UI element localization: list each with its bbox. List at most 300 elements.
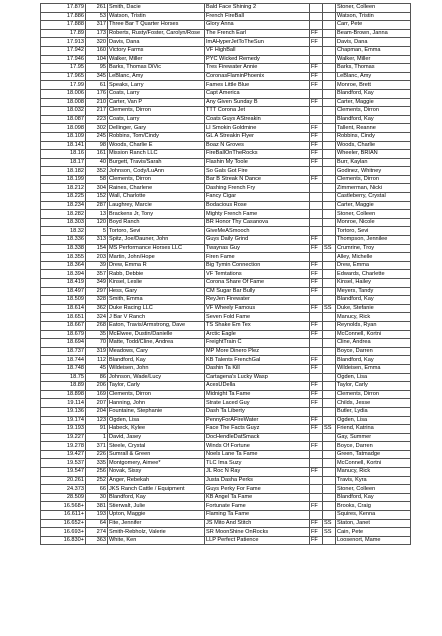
horse-cell: Fames Little Blue xyxy=(205,81,310,90)
horse-cell: Coats Guys AStreakin xyxy=(205,115,310,124)
owner-cell: Drew, Emma xyxy=(336,261,411,270)
time-cell: 18.614 xyxy=(41,304,86,313)
ff-flag-cell xyxy=(310,373,323,382)
entry-number-cell: 226 xyxy=(86,450,108,459)
time-cell: 19.427 xyxy=(41,450,86,459)
ss-flag-cell: SS xyxy=(323,304,336,313)
entry-number-cell: 335 xyxy=(86,459,108,468)
horse-cell: Guys Daily Grind xyxy=(205,236,310,245)
ss-flag-cell xyxy=(323,253,336,262)
ff-flag-cell: FF xyxy=(310,519,323,528)
rider-cell: Meadows, Cary xyxy=(108,347,205,356)
ss-flag-cell xyxy=(323,98,336,107)
ss-flag-cell xyxy=(323,175,336,184)
horse-cell: CM Sugar Bar Bully xyxy=(205,287,310,296)
rider-cell: Rabb, Debbie xyxy=(108,270,205,279)
ff-flag-cell: FF xyxy=(310,399,323,408)
rider-cell: MS Performance Horses LLC xyxy=(108,244,205,253)
ff-flag-cell: FF xyxy=(310,29,323,38)
ff-flag-cell xyxy=(310,433,323,442)
horse-cell: Guys Perky For Fame xyxy=(205,485,310,494)
table-row xyxy=(41,201,411,210)
time-cell: 17.99 xyxy=(41,81,86,90)
horse-cell: Twaynas Guy xyxy=(205,244,310,253)
table-row xyxy=(41,132,411,141)
table-row xyxy=(41,416,411,425)
owner-cell: Manucy, Rick xyxy=(336,468,411,477)
owner-cell: Watson, Tristin xyxy=(336,12,411,21)
table-row xyxy=(41,511,411,520)
entry-number-cell: 345 xyxy=(86,72,108,81)
ff-flag-cell xyxy=(310,253,323,262)
horse-cell: Bodacious Rose xyxy=(205,201,310,210)
ff-flag-cell xyxy=(310,459,323,468)
ss-flag-cell xyxy=(323,270,336,279)
ss-flag-cell xyxy=(323,468,336,477)
ss-flag-cell xyxy=(323,261,336,270)
ff-flag-cell xyxy=(310,450,323,459)
ff-flag-cell xyxy=(310,485,323,494)
table-row xyxy=(41,253,411,262)
time-cell: 18.336 xyxy=(41,236,86,245)
table-row xyxy=(41,476,411,485)
owner-cell: Robbins, Cindy xyxy=(336,132,411,141)
rider-cell: Wall, Charlotte xyxy=(108,193,205,202)
ss-flag-cell xyxy=(323,89,336,98)
horse-cell: Mighty French Fame xyxy=(205,210,310,219)
entry-number-cell: 35 xyxy=(86,330,108,339)
entry-number-cell: 206 xyxy=(86,382,108,391)
horse-cell: Bald Face Shining 2 xyxy=(205,4,310,13)
owner-cell: Blandford, Kay xyxy=(336,493,411,502)
ss-flag-cell: SS xyxy=(323,528,336,537)
ss-flag-cell xyxy=(323,330,336,339)
horse-cell: Arctic Eagle xyxy=(205,330,310,339)
ff-flag-cell: FF xyxy=(310,528,323,537)
table-row xyxy=(41,347,411,356)
time-cell: 19.193 xyxy=(41,425,86,434)
time-cell: 16.693+ xyxy=(41,528,86,537)
entry-number-cell: 203 xyxy=(86,253,108,262)
owner-cell: Wildeisen, Emma xyxy=(336,364,411,373)
rider-cell: Boyd Ranch xyxy=(108,218,205,227)
ff-flag-cell xyxy=(310,511,323,520)
table-row xyxy=(41,107,411,116)
table-row xyxy=(41,407,411,416)
table-row xyxy=(41,433,411,442)
ss-flag-cell xyxy=(323,390,336,399)
entry-number-cell: 297 xyxy=(86,287,108,296)
ss-flag-cell xyxy=(323,218,336,227)
ff-flag-cell xyxy=(310,201,323,210)
rider-cell: Dellinger, Gary xyxy=(108,124,205,133)
table-row xyxy=(41,502,411,511)
rider-cell: Tortoro, Sevi xyxy=(108,227,205,236)
time-cell: 18.282 xyxy=(41,210,86,219)
ff-flag-cell: FF xyxy=(310,304,323,313)
rider-cell: David, Jasey xyxy=(108,433,205,442)
time-cell: 18.694 xyxy=(41,339,86,348)
entry-number-cell: 371 xyxy=(86,442,108,451)
table-row xyxy=(41,193,411,202)
entry-number-cell: 268 xyxy=(86,321,108,330)
ss-flag-cell xyxy=(323,201,336,210)
table-row xyxy=(41,313,411,322)
time-cell: 18.098 xyxy=(41,124,86,133)
owner-cell: Beam-Brown, Janna xyxy=(336,29,411,38)
time-cell: 17.886 xyxy=(41,12,86,21)
entry-number-cell: 176 xyxy=(86,89,108,98)
time-cell: 18.737 xyxy=(41,347,86,356)
horse-cell: TS Shake Em Tex xyxy=(205,321,310,330)
ff-flag-cell: FF xyxy=(310,124,323,133)
ss-flag-cell xyxy=(323,115,336,124)
rider-cell: Eaton, Travis/Armstrong, Dave xyxy=(108,321,205,330)
table-row xyxy=(41,485,411,494)
entry-number-cell: 362 xyxy=(86,304,108,313)
rider-cell: Hess, Gary xyxy=(108,287,205,296)
table-row xyxy=(41,364,411,373)
table-row xyxy=(41,304,411,313)
time-cell: 17.89 xyxy=(41,29,86,38)
rider-cell: Habeck, Kylee xyxy=(108,425,205,434)
time-cell: 18.338 xyxy=(41,244,86,253)
ss-flag-cell xyxy=(323,12,336,21)
ss-flag-cell xyxy=(323,356,336,365)
ff-flag-cell: FF xyxy=(310,502,323,511)
horse-cell: Boaz N Groves xyxy=(205,141,310,150)
entry-number-cell: 120 xyxy=(86,218,108,227)
time-cell: 18.225 xyxy=(41,193,86,202)
rider-cell: Woods, Charlie E xyxy=(108,141,205,150)
table-row xyxy=(41,12,411,21)
ss-flag-cell xyxy=(323,287,336,296)
owner-cell: Crumrine, Troy xyxy=(336,244,411,253)
entry-number-cell: 256 xyxy=(86,468,108,477)
ss-flag-cell: SS xyxy=(323,425,336,434)
horse-cell: ImAHyperJetToTheSun xyxy=(205,38,310,47)
ss-flag-cell xyxy=(323,493,336,502)
ss-flag-cell xyxy=(323,46,336,55)
time-cell: 18.109 xyxy=(41,132,86,141)
ff-flag-cell: FF xyxy=(310,356,323,365)
rider-cell: LeBlanc, Amy xyxy=(108,72,205,81)
owner-cell: Tallent, Reanne xyxy=(336,124,411,133)
table-row xyxy=(41,236,411,245)
horse-cell: Fancy Cigar xyxy=(205,193,310,202)
horse-cell: Strate Laced Guy xyxy=(205,399,310,408)
horse-cell: Flashin My Toole xyxy=(205,158,310,167)
table-row xyxy=(41,55,411,64)
ff-flag-cell: FF xyxy=(310,382,323,391)
entry-number-cell: 58 xyxy=(86,175,108,184)
rider-cell: Victory Farms xyxy=(108,46,205,55)
ss-flag-cell xyxy=(323,184,336,193)
ff-flag-cell: FF xyxy=(310,261,323,270)
horse-cell: LI Smokin Goldmine xyxy=(205,124,310,133)
time-cell: 18.651 xyxy=(41,313,86,322)
rider-cell: Steele, Crystal xyxy=(108,442,205,451)
owner-cell: Cline, Andrea xyxy=(336,339,411,348)
ss-flag-cell xyxy=(323,72,336,81)
table-row xyxy=(41,227,411,236)
table-row xyxy=(41,339,411,348)
rider-cell: Duke Racing LLC xyxy=(108,304,205,313)
rider-cell: Matte, Todd/Cline, Andrea xyxy=(108,339,205,348)
table-row xyxy=(41,150,411,159)
table-row xyxy=(41,81,411,90)
time-cell: 28.509 xyxy=(41,493,86,502)
ff-flag-cell: FF xyxy=(310,279,323,288)
table-row xyxy=(41,468,411,477)
horse-cell: FreightTrain C xyxy=(205,339,310,348)
horse-cell: Any Given Sunday B xyxy=(205,98,310,107)
ss-flag-cell xyxy=(323,407,336,416)
ss-flag-cell xyxy=(323,382,336,391)
ss-flag-cell xyxy=(323,167,336,176)
table-row xyxy=(41,218,411,227)
time-cell: 16.611+ xyxy=(41,511,86,520)
horse-cell: The French Earl xyxy=(205,29,310,38)
table-row xyxy=(41,493,411,502)
table-row xyxy=(41,158,411,167)
owner-cell: Monroe, Brett xyxy=(336,81,411,90)
entry-number-cell: 5 xyxy=(86,227,108,236)
horse-cell: Glory Anna xyxy=(205,21,310,30)
table-row xyxy=(41,450,411,459)
table-row xyxy=(41,210,411,219)
rider-cell: Burgett, Travis/Sarah xyxy=(108,158,205,167)
owner-cell: Zimmerman, Nicki xyxy=(336,184,411,193)
entry-number-cell: 160 xyxy=(86,46,108,55)
owner-cell: Castleberry, Crystal xyxy=(336,193,411,202)
horse-cell: TTT Corona Jet xyxy=(205,107,310,116)
entry-number-cell: 64 xyxy=(86,519,108,528)
horse-cell: KB Angel Ta Fame xyxy=(205,493,310,502)
time-cell: 24.373 xyxy=(41,485,86,494)
rider-cell: Wildeisen, John xyxy=(108,364,205,373)
time-cell: 18.199 xyxy=(41,175,86,184)
table-row xyxy=(41,399,411,408)
horse-cell: SR MoonShine OnRocks xyxy=(205,528,310,537)
entry-number-cell: 274 xyxy=(86,528,108,537)
time-cell: 18.419 xyxy=(41,279,86,288)
owner-cell: Clements, Dirron xyxy=(336,390,411,399)
rider-cell: White, Ken xyxy=(108,536,205,545)
rider-cell: Laughrey, Marcie xyxy=(108,201,205,210)
horse-cell: DocHendleDatSmack xyxy=(205,433,310,442)
entry-number-cell: 40 xyxy=(86,158,108,167)
ff-flag-cell: FF xyxy=(310,132,323,141)
rider-cell: Drew, Emma R xyxy=(108,261,205,270)
ff-flag-cell xyxy=(310,347,323,356)
entry-number-cell: 223 xyxy=(86,115,108,124)
table-row xyxy=(41,425,411,434)
ss-flag-cell xyxy=(323,38,336,47)
horse-cell: French FireBall xyxy=(205,12,310,21)
owner-cell: Blandford, Kay xyxy=(336,296,411,305)
ss-flag-cell xyxy=(323,124,336,133)
owner-cell: Walker, Miller xyxy=(336,55,411,64)
ff-flag-cell: FF xyxy=(310,390,323,399)
ff-flag-cell: FF xyxy=(310,416,323,425)
ff-flag-cell xyxy=(310,55,323,64)
ff-flag-cell xyxy=(310,193,323,202)
table-row xyxy=(41,72,411,81)
entry-number-cell: 104 xyxy=(86,55,108,64)
table-row xyxy=(41,373,411,382)
owner-cell: Carr, Pete xyxy=(336,21,411,30)
ss-flag-cell: SS xyxy=(323,244,336,253)
ss-flag-cell xyxy=(323,321,336,330)
owner-cell: Godinez, Whitney xyxy=(336,167,411,176)
ff-flag-cell: FF xyxy=(310,98,323,107)
ff-flag-cell: FF xyxy=(310,425,323,434)
table-row xyxy=(41,356,411,365)
horse-cell: Cartagena's Lucky Wasp xyxy=(205,373,310,382)
entry-number-cell: 154 xyxy=(86,244,108,253)
owner-cell: Woods, Charlie xyxy=(336,141,411,150)
ff-flag-cell: FF xyxy=(310,72,323,81)
table-row xyxy=(41,536,411,545)
entry-number-cell: 317 xyxy=(86,21,108,30)
ss-flag-cell xyxy=(323,107,336,116)
entry-number-cell: 112 xyxy=(86,356,108,365)
ff-flag-cell xyxy=(310,115,323,124)
owner-cell: Kinsel, Hailey xyxy=(336,279,411,288)
entry-number-cell: 349 xyxy=(86,279,108,288)
ff-flag-cell xyxy=(310,4,323,13)
rider-cell: Mission Ranch LLC xyxy=(108,150,205,159)
time-cell: 18.32 xyxy=(41,227,86,236)
ss-flag-cell xyxy=(323,158,336,167)
rider-cell: Smith, Dacie xyxy=(108,4,205,13)
table-row xyxy=(41,459,411,468)
rider-cell: Smith, Emma xyxy=(108,296,205,305)
entry-number-cell: 61 xyxy=(86,81,108,90)
table-row xyxy=(41,29,411,38)
entry-number-cell: 70 xyxy=(86,339,108,348)
time-cell: 20.261 xyxy=(41,476,86,485)
entry-number-cell: 123 xyxy=(86,416,108,425)
ss-flag-cell xyxy=(323,29,336,38)
rider-cell: Three Bar T Quarter Horses xyxy=(108,21,205,30)
ff-flag-cell xyxy=(310,227,323,236)
owner-cell: Barks, Thomas xyxy=(336,64,411,73)
entry-number-cell: 217 xyxy=(86,107,108,116)
ff-flag-cell: FF xyxy=(310,158,323,167)
rider-cell: Spitz, Joe/Dauner, John xyxy=(108,236,205,245)
rider-cell: Clements, Dirron xyxy=(108,175,205,184)
horse-cell: LLP Perfect Patience xyxy=(205,536,310,545)
rider-cell: Sumrall & Green xyxy=(108,450,205,459)
owner-cell: Blandford, Kay xyxy=(336,356,411,365)
owner-cell: McConnell, Kortni xyxy=(336,459,411,468)
ss-flag-cell xyxy=(323,193,336,202)
horse-cell: VF Temtations xyxy=(205,270,310,279)
ss-flag-cell xyxy=(323,399,336,408)
horse-cell: Midnight Ta Fame xyxy=(205,390,310,399)
rider-cell: Smith-Rebholz, Valerie xyxy=(108,528,205,537)
ff-flag-cell: FF xyxy=(310,38,323,47)
owner-cell: Chapman, Emma xyxy=(336,46,411,55)
ff-flag-cell: FF xyxy=(310,468,323,477)
rider-cell: Roberts, Rusty/Foster, Carolyn/Rose xyxy=(108,29,205,38)
horse-cell: Big Tymin Connection xyxy=(205,261,310,270)
table-row xyxy=(41,64,411,73)
table-row xyxy=(41,382,411,391)
rider-cell: Robbins, Tom/Cindy xyxy=(108,132,205,141)
ff-flag-cell xyxy=(310,210,323,219)
ss-flag-cell xyxy=(323,279,336,288)
time-cell: 18.212 xyxy=(41,184,86,193)
rider-cell: Blandford, Kay xyxy=(108,493,205,502)
ss-flag-cell xyxy=(323,476,336,485)
entry-number-cell: 1 xyxy=(86,433,108,442)
entry-number-cell: 39 xyxy=(86,261,108,270)
time-cell: 17.888 xyxy=(41,21,86,30)
owner-cell: Clements, Dirron xyxy=(336,107,411,116)
horse-cell: TLC Ima Suzy xyxy=(205,459,310,468)
ss-flag-cell xyxy=(323,450,336,459)
ss-flag-cell xyxy=(323,459,336,468)
ff-flag-cell xyxy=(310,218,323,227)
time-cell: 18.75 xyxy=(41,373,86,382)
horse-cell: ReyJen Firewater xyxy=(205,296,310,305)
ss-flag-cell xyxy=(323,21,336,30)
entry-number-cell: 161 xyxy=(86,150,108,159)
owner-cell: Stoner, Colleen xyxy=(336,485,411,494)
entry-number-cell: 319 xyxy=(86,347,108,356)
rider-cell: Watson, Tristin xyxy=(108,12,205,21)
horse-cell: JL Roc N Ray xyxy=(205,468,310,477)
ss-flag-cell xyxy=(323,511,336,520)
table-row xyxy=(41,528,411,537)
entry-number-cell: 30 xyxy=(86,493,108,502)
table-row xyxy=(41,442,411,451)
rider-cell: Taylor, Carly xyxy=(108,382,205,391)
horse-cell: KB Talents FrenchGal xyxy=(205,356,310,365)
table-row xyxy=(41,21,411,30)
horse-cell: So Gals Got Fire xyxy=(205,167,310,176)
ss-flag-cell xyxy=(323,502,336,511)
entry-number-cell: 204 xyxy=(86,407,108,416)
ff-flag-cell xyxy=(310,296,323,305)
time-cell: 18.509 xyxy=(41,296,86,305)
owner-cell: Butler, Lydia xyxy=(336,407,411,416)
entry-number-cell: 193 xyxy=(86,511,108,520)
owner-cell: Alley, Michelle xyxy=(336,253,411,262)
time-cell: 19.278 xyxy=(41,442,86,451)
ss-flag-cell xyxy=(323,296,336,305)
rider-cell: Anger, Rebekah xyxy=(108,476,205,485)
horse-cell: CoronasFlaminPhoenix xyxy=(205,72,310,81)
owner-cell: Childs, Jesse xyxy=(336,399,411,408)
table-row xyxy=(41,184,411,193)
horse-cell: Fortunate Fame xyxy=(205,502,310,511)
rider-cell: Kinsel, Leslie xyxy=(108,279,205,288)
owner-cell: Travis, Kyra xyxy=(336,476,411,485)
owner-cell: Burr, Kaylan xyxy=(336,158,411,167)
owner-cell: Duke, Stefanie xyxy=(336,304,411,313)
table-row xyxy=(41,296,411,305)
ss-flag-cell: SS xyxy=(323,519,336,528)
time-cell: 18.89 xyxy=(41,382,86,391)
horse-cell: Capt America xyxy=(205,89,310,98)
table-row xyxy=(41,287,411,296)
ff-flag-cell: FF xyxy=(310,150,323,159)
time-cell: 18.008 xyxy=(41,98,86,107)
